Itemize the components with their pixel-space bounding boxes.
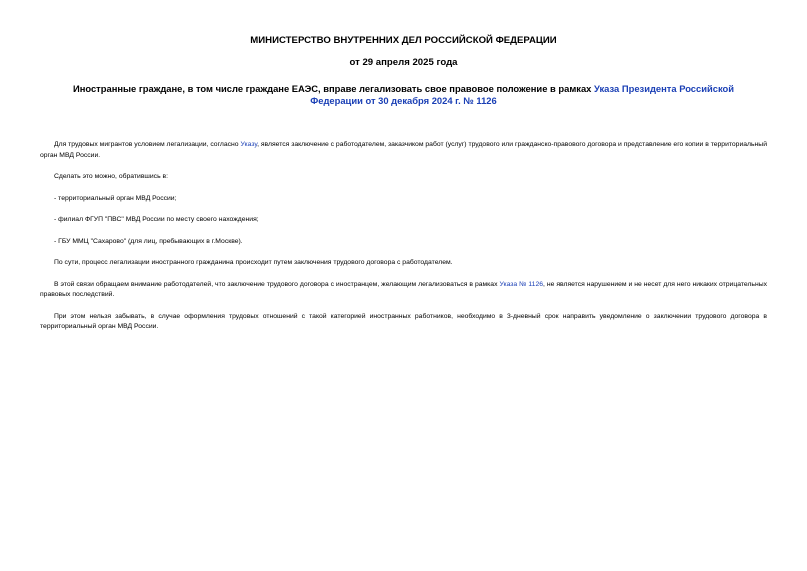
paragraph-employers	[40, 280, 767, 301]
list-item-territorial-body: - территориальный орган МВД России;	[54, 194, 177, 202]
ministry-title: МИНИСТЕРСТВО ВНУТРЕННИХ ДЕЛ РОССИЙСКОЙ ФЕДЕРАЦИИ	[250, 35, 557, 46]
paragraph-text: , не является нарушением и не несет для него никаких отрицательных правовых последствий.	[40, 280, 768, 298]
subject-text: Иностранные граждане, в том числе граждане ЕАЭС, вправе легализовать свое правовое положение в рамках	[72, 83, 594, 94]
paragraph-where: Сделать это можно, обратившись в:	[54, 173, 169, 180]
paragraph-conditions	[40, 140, 767, 161]
decree-link-short[interactable]: Указу	[240, 141, 258, 148]
paragraph-notification: При этом нельзя забывать, в случае оформления трудовых отношений с такой категорией иностранных работников, необходимо в 3-дневный срок направить уведомление о заключении трудового договора в территориальный орган МВД России.	[40, 312, 767, 330]
paragraph-text: Для трудовых мигрантов условием легализации, согласно	[54, 141, 241, 148]
decree-link[interactable]: Указа Президента Российской Федерации от 30 декабря 2024 г. № 1126	[310, 83, 735, 106]
decree-1126-link[interactable]: Указа № 1126	[499, 280, 544, 288]
document-date: от 29 апреля 2025 года	[349, 57, 458, 68]
document-body	[40, 140, 767, 333]
document-page	[40, 30, 767, 344]
list-item-pvs-branch: - филиал ФГУП "ПВС" МВД России по месту своего нахождения;	[54, 216, 259, 223]
paragraph-text: , является заключение с работодателем, заказчиком работ (услуг) трудового или гражданско-правового договора и представление его копии в территориальный орган МВД России.	[40, 141, 767, 159]
document-subject	[40, 83, 767, 106]
paragraph-text: В этой связи обращаем внимание работодателей, что заключение трудового договора с иностранцем, желающим легализоваться в рамках	[54, 280, 500, 288]
list-item-sakharovo: - ГБУ ММЦ "Сахарово" (для лиц, пребывающих в г.Москве).	[54, 237, 243, 245]
paragraph-process: По сути, процесс легализации иностранного гражданина происходит путем заключения трудового договора с работодателем.	[54, 259, 453, 266]
